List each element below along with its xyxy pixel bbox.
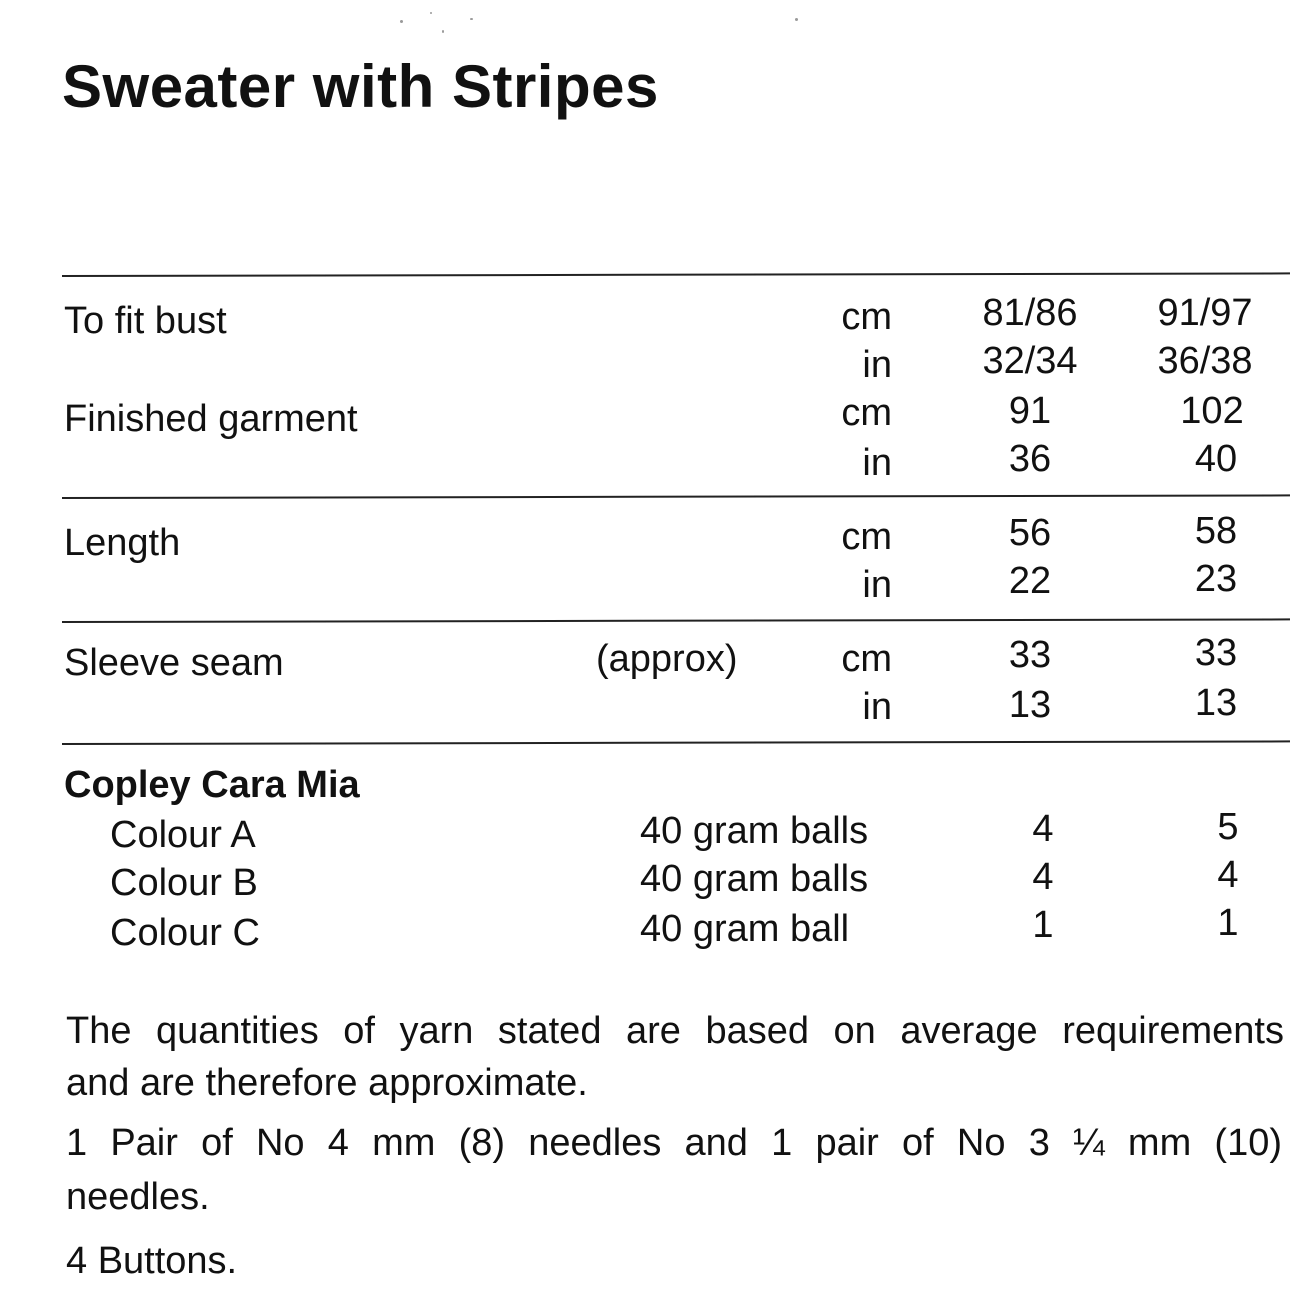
scan-speck xyxy=(430,12,432,14)
value-size-1: 13 xyxy=(1008,684,1052,726)
unit-cm: cm xyxy=(841,296,892,338)
value-size-2: 4 xyxy=(1217,854,1239,896)
colour-label: Colour A xyxy=(110,814,256,856)
unit-cm: cm xyxy=(841,392,892,434)
ball-unit: 40 gram balls xyxy=(640,810,869,852)
unit-in: in xyxy=(862,344,892,386)
value-size-1: 4 xyxy=(1032,808,1054,850)
table-rule xyxy=(62,618,1290,623)
value-size-2: 5 xyxy=(1217,806,1239,848)
row-label: Finished garment xyxy=(64,398,358,440)
buttons-note: 4 Buttons. xyxy=(66,1240,238,1282)
value-size-1: 56 xyxy=(1008,512,1052,554)
value-size-1: 33 xyxy=(1008,634,1052,676)
value-size-2: 102 xyxy=(1180,390,1244,432)
unit-cm: cm xyxy=(841,638,892,680)
needles-note-line-1: 1 Pair of No 4 mm (8) needles and 1 pair of No 3 ¼ mm (10) xyxy=(66,1122,1282,1164)
value-size-1: 22 xyxy=(1008,560,1052,602)
unit-in: in xyxy=(862,442,892,484)
yarn-note-line-1: The quantities of yarn stated are based on average requirements xyxy=(66,1010,1284,1052)
value-size-2: 91/97 xyxy=(1157,292,1253,334)
unit-in: in xyxy=(862,564,892,606)
table-rule xyxy=(62,494,1290,499)
page-title: Sweater with Stripes xyxy=(62,53,659,120)
scan-speck xyxy=(470,18,473,20)
value-size-2: 36/38 xyxy=(1157,340,1253,382)
value-size-1: 36 xyxy=(1008,438,1052,480)
ball-unit: 40 gram balls xyxy=(640,858,869,900)
scan-speck xyxy=(795,18,798,21)
value-size-1: 81/86 xyxy=(982,292,1078,334)
value-size-2: 33 xyxy=(1194,632,1238,674)
unit-in: in xyxy=(862,686,892,728)
value-size-1: 4 xyxy=(1032,856,1054,898)
value-size-2: 58 xyxy=(1194,510,1238,552)
approx-note: (approx) xyxy=(596,638,738,680)
value-size-1: 1 xyxy=(1032,904,1054,946)
row-label: Length xyxy=(64,522,181,564)
colour-label: Colour B xyxy=(110,862,258,904)
value-size-2: 13 xyxy=(1194,682,1238,724)
yarn-note-line-2: and are therefore approximate. xyxy=(66,1062,588,1104)
value-size-2: 23 xyxy=(1194,558,1238,600)
colour-label: Colour C xyxy=(110,912,260,954)
unit-cm: cm xyxy=(841,516,892,558)
row-label: To fit bust xyxy=(64,300,227,342)
row-label: Sleeve seam xyxy=(64,642,284,684)
needles-note-line-2: needles. xyxy=(66,1176,210,1218)
scan-speck xyxy=(400,20,403,23)
value-size-2: 40 xyxy=(1194,438,1238,480)
value-size-1: 32/34 xyxy=(982,340,1078,382)
yarn-heading: Copley Cara Mia xyxy=(64,764,360,806)
ball-unit: 40 gram ball xyxy=(640,908,850,950)
scan-speck xyxy=(442,30,444,33)
table-rule xyxy=(62,272,1290,277)
value-size-1: 91 xyxy=(1008,390,1052,432)
value-size-2: 1 xyxy=(1217,902,1239,944)
table-rule xyxy=(62,740,1290,745)
